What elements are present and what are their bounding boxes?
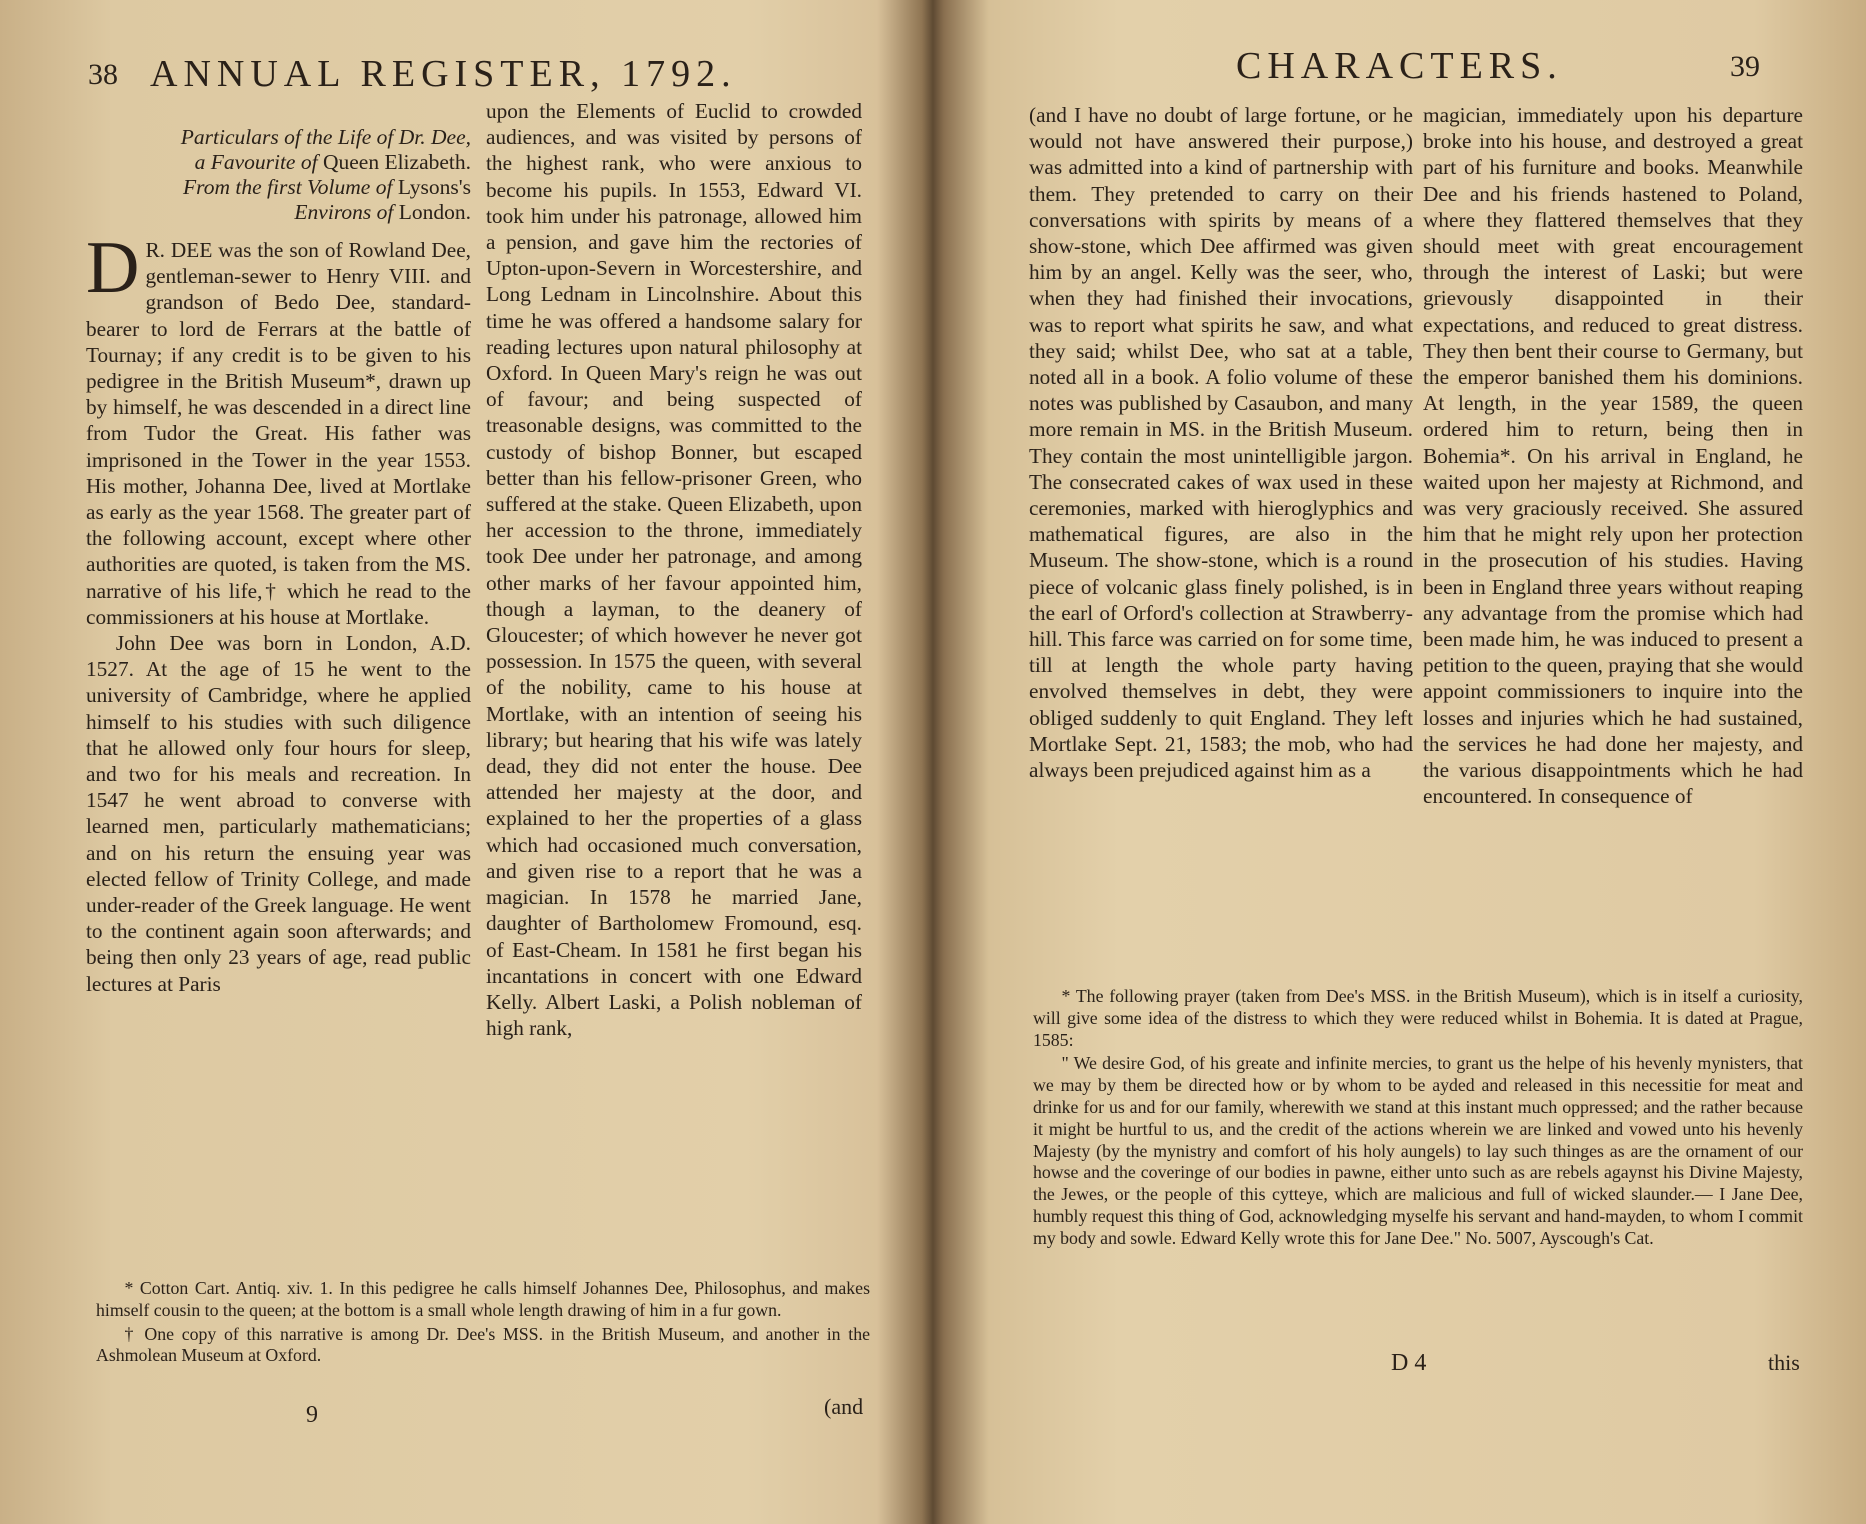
footnote: † One copy of this narrative is among Dr. Dee's MSS. in the British Museum, and another in the Ashmolean Museum at Oxford. bbox=[96, 1323, 870, 1366]
right-column-1 bbox=[1029, 102, 1413, 783]
left-column-1 bbox=[86, 125, 471, 997]
heading-line-4-roman: London. bbox=[398, 200, 471, 224]
running-head: CHARACTERS. bbox=[1236, 45, 1563, 87]
left-page bbox=[0, 0, 925, 1524]
paragraph-text: R. DEE was the son of Rowland Dee, gentleman-sewer to Henry VIII. and grandson of Bedo Dee, standard-bearer to lord de Ferrars at the battle of Tournay; if any credit is to be given to his pedigree in the British Museum*, drawn up by himself, he was descended in a direct line from Tudor the Great. His father was imprisoned in the Tower in the year 1553. His mother, Johanna Dee, lived at Mortlake as early as the year 1568. The greater part of the following account, except where other authorities are quoted, is taken from the MS. narrative of his life,† which he read to the commissioners at his house at Mortlake. bbox=[86, 238, 471, 629]
paragraph: John Dee was born in London, A.D. 1527. At the age of 15 he went to the university of Cambridge, where he applied himself to his studies with such diligence that he allowed only four hours for sleep, and two for his meals and recreation. In 1547 he went abroad to converse with learned men, particularly mathematicians; and on his return the ensuing year was elected fellow of Trinity College, and made under-reader of the Greek language. He went to the continent again soon afterwards; and being then only 23 years of age, read public lectures at Paris bbox=[86, 631, 471, 996]
heading-line-4: Environs of bbox=[294, 200, 399, 224]
paragraph: magician, immediately upon his departure broke into his house, and destroyed a great part of his furniture and books. Meanwhile Dee and his friends hastened to Poland, where they flattered themselves that they should meet with great encouragement through the interest of Laski; but were grievously disappointed in their expectations, and reduced to great distress. They then bent their course to Germany, but the emperor banished them his dominions. At length, in the year 1589, the queen ordered him to return, being then in Bohemia*. On his arrival in England, he waited upon her majesty at Richmond, and was very graciously received. She assured him that he might rely upon her protection in the prosecution of his studies. Having been in England three years without reaping any advantage from the promise which had been made him, he was induced to present a petition to the queen, praying that she would appoint commissioners to inquire into the losses and injuries which he had sustained, the services he had done her majesty, and the various disappointments which he had encountered. In consequence of bbox=[1423, 103, 1803, 809]
footnote: * The following prayer (taken from Dee's MSS. in the British Museum), which is in itself a curiosity, will give some idea of the distress to which they were reduced whilst in Bohemia. It is dated at Prague, 1585: bbox=[1033, 986, 1803, 1050]
page-number: 38 bbox=[88, 58, 118, 91]
heading-line-3-roman: Lysons's bbox=[397, 175, 471, 199]
footnote-prayer: " We desire God, of his greate and infinite mercies, to grant us the helpe of his hevenly mynisters, that we may by them be directed how or by whom to be ayded and released in this necessitie for meat and drinke for us and for our family, wherewith we stand at this instant much oppressed; and the rather because it might be hurtful to us, and the credit of the actions wherein we are linked and vowed unto his hevenly Majesty (by the mynistry and comfort of his holy aungels) to lay such thinges as are the ornament of our howse and the coveringe of our bodies in pawne, either unto such as are rebels agaynst his Divine Majesty, the Jewes, or the people of this cytteye, which are malicious and full of wicked slaunder.— I Jane Dee, humbly request this thing of God, acknowledging myselfe his servant and hand-mayden, to whom I commit my body and sowle. Edward Kelly wrote this for Jane Dee." No. 5007, Ayscough's Cat. bbox=[1033, 1053, 1803, 1248]
paragraph bbox=[86, 227, 471, 630]
right-footnotes bbox=[1033, 986, 1803, 1252]
heading-line-2: a Favourite of bbox=[194, 150, 323, 174]
paragraph: (and I have no doubt of large fortune, or he would not have answered their purpose,) was admitted into a kind of partnership with them. They pretended to carry on their conversations with spirits by means of a show-stone, which Dee affirmed was given him by an angel. Kelly was the seer, who, when they had finished their invocations, was to report what spirits he saw, and what they said; whilst Dee, who sat at a table, noted all in a book. A folio volume of these notes was published by Casaubon, and many more remain in MS. in the British Museum. They contain the most unintelligible jargon. The consecrated cakes of wax used in these ceremonies, marked with hieroglyphics and mathematical figures, are also in the Museum. The show-stone, which is a round piece of volcanic glass finely polished, is in the earl of Orford's collection at Strawberry-hill. This farce was carried on for some time, till at length the whole party having envolved themselves in debt, they were obliged suddenly to quit England. They left Mortlake Sept. 21, 1583; the mob, who had always been prejudiced against him as a bbox=[1029, 103, 1413, 783]
left-column-2 bbox=[486, 98, 862, 1041]
signature-mark: 9 bbox=[306, 1402, 318, 1428]
signature-mark: D 4 bbox=[1391, 1350, 1427, 1376]
right-page bbox=[941, 0, 1866, 1524]
left-footnotes bbox=[96, 1278, 870, 1369]
catchword: (and bbox=[824, 1394, 864, 1419]
drop-cap: D bbox=[86, 227, 140, 309]
paragraph: upon the Elements of Euclid to crowded audiences, and was visited by persons of the highest rank, who were anxious to become his pupils. In 1553, Edward VI. took him under his patronage, allowed him a pension, and gave him the rectories of Upton-upon-Severn in Worcestershire, and Long Lednam in Lincolnshire. About this time he was offered a handsome salary for reading lectures upon natural philosophy at Oxford. In Queen Mary's reign he was out of favour; and being suspected of treasonable designs, was committed to the custody of bishop Bonner, but escaped better than his fellow-prisoner Green, who suffered at the stake. Queen Elizabeth, upon her accession to the throne, immediately took Dee under her patronage, and among other marks of her favour appointed him, though a layman, to the deanery of Gloucester; of which however he never got possession. In 1575 the queen, with several of the nobility, came to his house at Mortlake, with an intention of seeing his library; but hearing that his wife was lately dead, they did not enter the house. Dee attended her majesty at the door, and explained to her the properties of a glass which had occasioned much conversation, and given rise to a report that he was a magician. In 1578 he married Jane, daughter of Bartholomew Fromound, esq. of East-Cheam. In 1581 he first began his incantations in concert with one Edward Kelly. Albert Laski, a Polish nobleman of high rank, bbox=[486, 99, 862, 1041]
article-heading bbox=[86, 125, 471, 225]
footnote: * Cotton Cart. Antiq. xiv. 1. In this pedigree he calls himself Johannes Dee, Philosophus, and makes himself cousin to the queen; at the bottom is a small whole length drawing of him in a fur gown. bbox=[96, 1278, 870, 1320]
heading-line-3: From the first Volume of bbox=[183, 175, 398, 199]
running-head: ANNUAL REGISTER, 1792. bbox=[150, 53, 737, 95]
heading-line-1: Particulars of the Life of Dr. Dee, bbox=[180, 125, 471, 149]
right-column-2 bbox=[1423, 102, 1803, 809]
heading-line-2-roman: Queen Elizabeth. bbox=[322, 150, 471, 174]
page-number: 39 bbox=[1730, 50, 1760, 83]
catchword: this bbox=[1768, 1350, 1800, 1375]
